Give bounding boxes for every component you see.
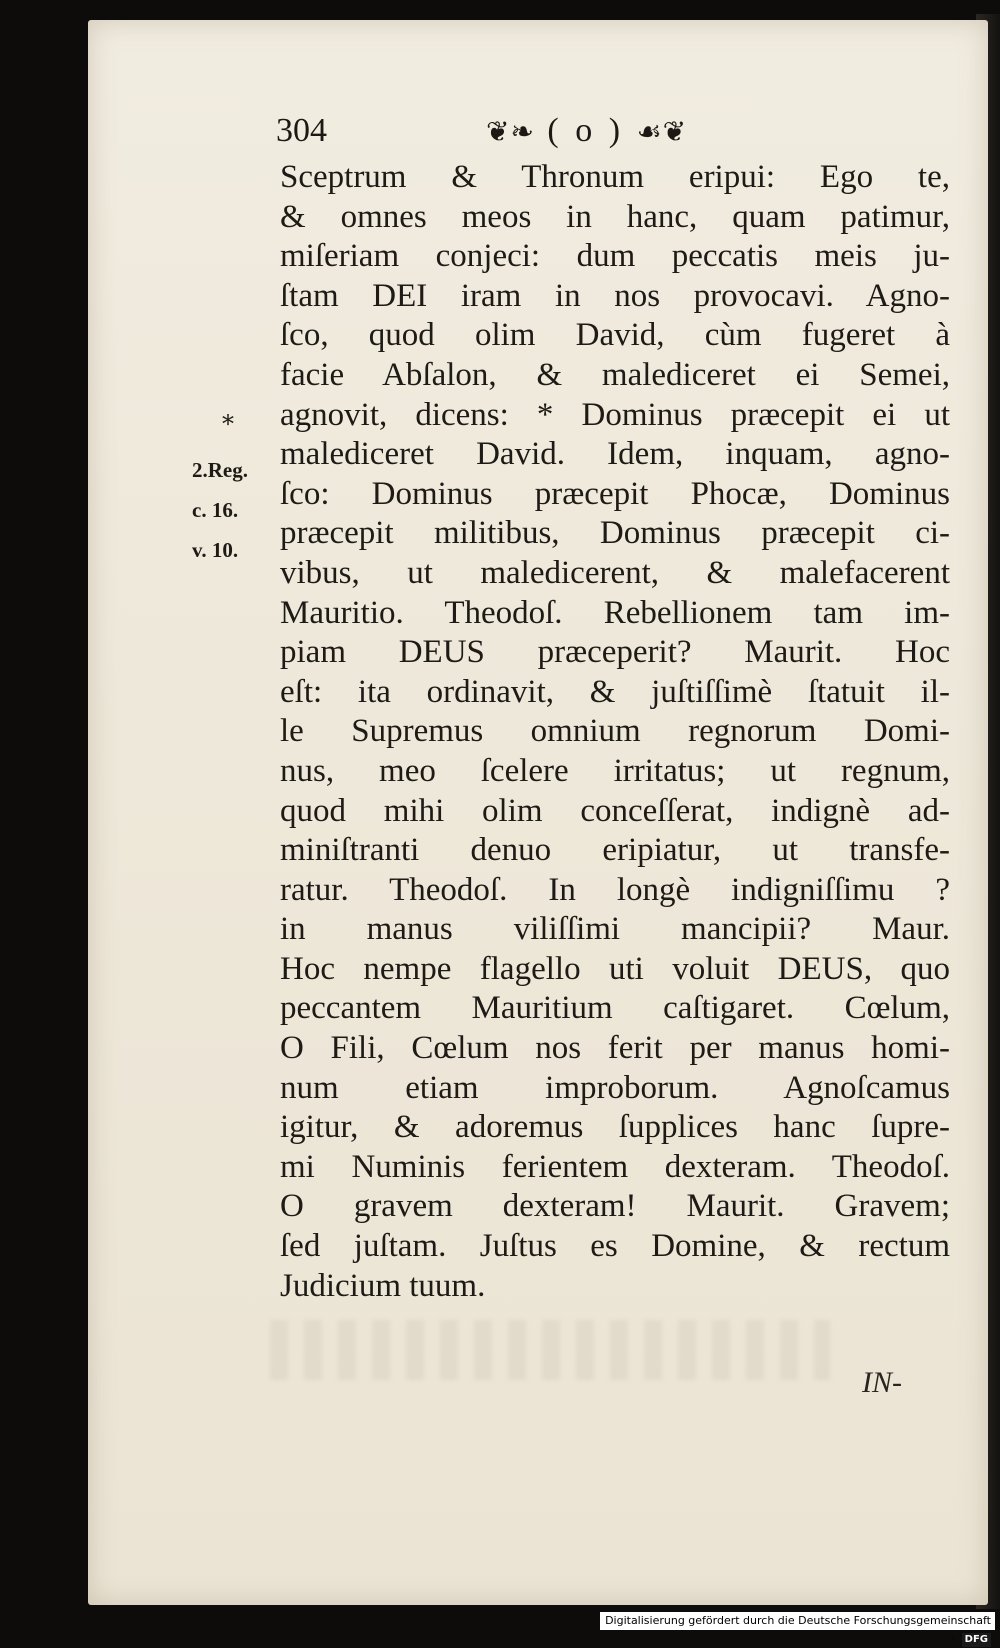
text-line: eſt: ita ordinavit, & juſtiſſimè ſtatuit il- <box>280 673 950 710</box>
text-line: in manus viliſſimi mancipii? Maur. <box>280 911 950 948</box>
text-line: miſeriam conjeci: dum peccatis meis ju- <box>280 238 950 275</box>
text-line: O gravem dexteram! Maurit. Gravem; <box>280 1188 950 1225</box>
left-ornament-icon: ❦❧ <box>486 117 535 148</box>
text-line: igitur, & adoremus ſupplices hanc ſupre- <box>280 1109 950 1146</box>
text-line: le Supremus omnium regnorum Domi- <box>280 713 950 750</box>
running-head <box>276 112 746 154</box>
show-through-bleed <box>270 1320 830 1380</box>
text-line: ſco: Dominus præcepit Phocæ, Dominus <box>280 475 950 512</box>
page-number: 304 <box>276 112 327 149</box>
text-line: præcepit militibus, Dominus præcepit ci- <box>280 515 950 552</box>
dfg-logo: DFG <box>962 1633 991 1647</box>
text-line: mi Numinis ferientem dexteram. Theodoſ. <box>280 1148 950 1185</box>
margin-note <box>192 450 272 570</box>
text-line: nus, meo ſcelere irritatus; ut regnum, <box>280 752 950 789</box>
margin-note-line: v. 10. <box>192 538 239 562</box>
text-line: ratur. Theodoſ. In longè indigniſſimu ? <box>280 871 950 908</box>
catchword: IN- <box>862 1366 902 1399</box>
text-line: Mauritio. Theodoſ. Rebellionem tam im- <box>280 594 950 631</box>
text-line: malediceret David. Idem, inquam, agno- <box>280 436 950 473</box>
text-line: Hoc nempe flagello uti voluit DEUS, quo <box>280 950 950 987</box>
right-ornament-icon: ☙❦ <box>636 117 688 148</box>
text-line: Sceptrum & Thronum eripui: Ego te, <box>280 159 950 195</box>
text-line: Judicium tuum. <box>280 1267 486 1304</box>
body-text <box>280 158 950 1306</box>
footer-text: Digitalisierung gefördert durch die Deutsche Forschungsgemeinschaft · <box>605 1614 991 1645</box>
margin-note-line: 2.Reg. <box>192 458 248 482</box>
text-line: num etiam improborum. Agnoſcamus <box>280 1069 950 1106</box>
footnote-marker: * <box>222 410 234 438</box>
text-line: piam DEUS præceperit? Maurit. Hoc <box>280 634 950 671</box>
page-marker-label: ( o ) <box>547 112 625 149</box>
text-line: peccantem Mauritium caſtigaret. Cœlum, <box>280 990 950 1027</box>
text-line: vibus, ut maledicerent, & malefacerent <box>280 554 950 591</box>
text-line: miniſtranti denuo eripiatur, ut transfe- <box>280 832 950 869</box>
digitization-footer <box>600 1612 995 1645</box>
text-line: ſco, quod olim David, cùm fugeret à <box>280 317 950 354</box>
page-marker <box>486 112 687 150</box>
text-line: ſtam DEI iram in nos provocavi. Agno- <box>280 277 950 314</box>
text-line: O Fili, Cœlum nos ferit per manus homi- <box>280 1030 950 1067</box>
text-line: quod mihi olim conceſſerat, indignè ad- <box>280 792 950 829</box>
text-line: facie Abſalon, & malediceret ei Semei, <box>280 356 950 393</box>
margin-note-line: c. 16. <box>192 498 239 522</box>
text-line: ſed juſtam. Juſtus es Domine, & rectum <box>280 1228 950 1265</box>
text-line: agnovit, dicens: * Dominus præcepit ei ut <box>280 396 950 433</box>
text-line: & omnes meos in hanc, quam patimur, <box>280 198 950 235</box>
